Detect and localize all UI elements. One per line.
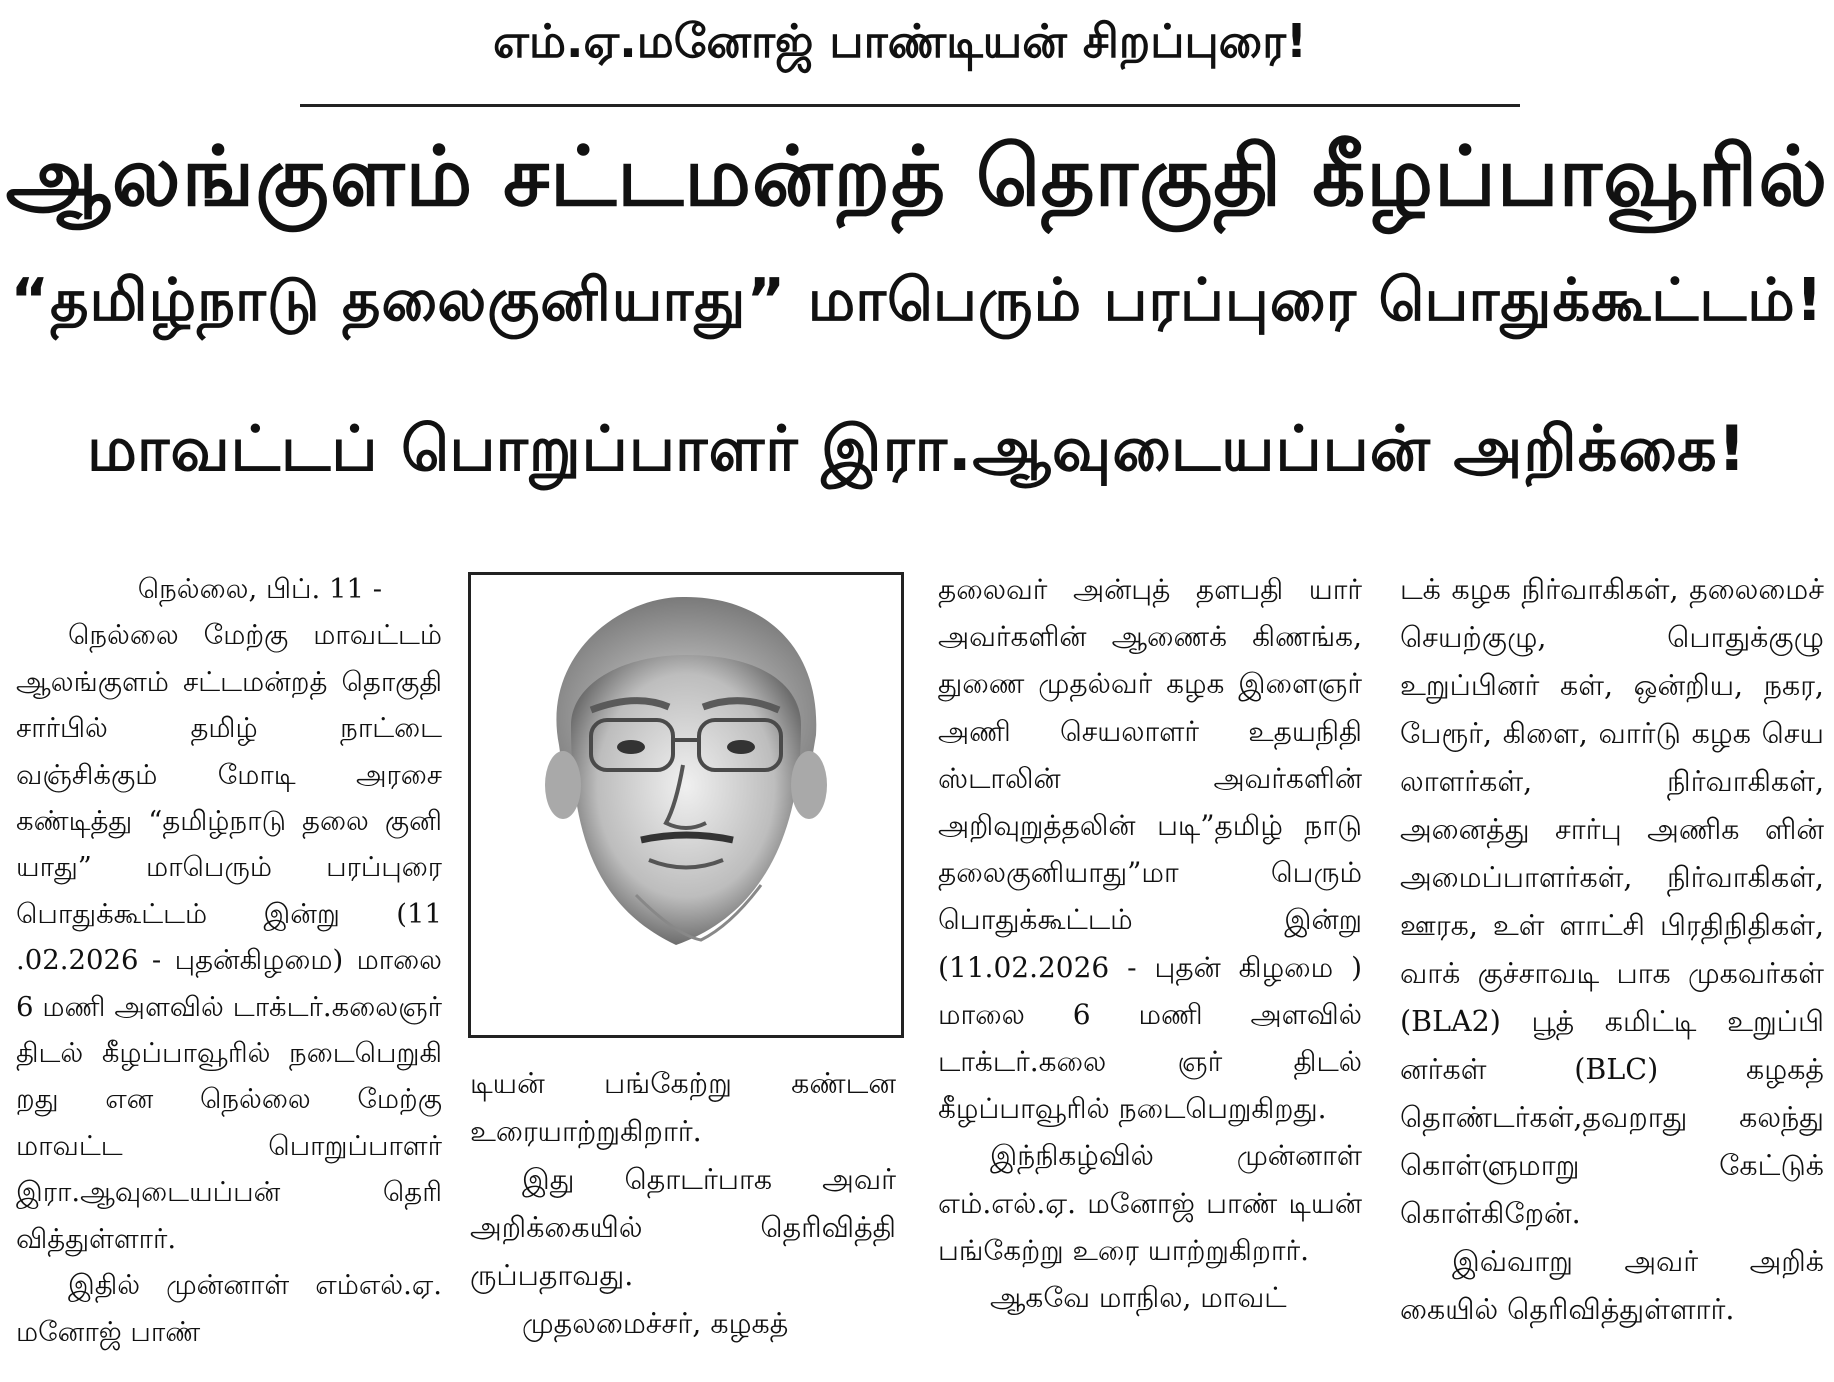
dateline: நெல்லை, பிப். 11 - bbox=[137, 573, 382, 605]
portrait-photo bbox=[468, 572, 904, 1038]
article-paragraph: இது தொடர்பாக அவர் அறிக்கையில் தெரிவித்தி ருப்பதாவது. bbox=[470, 1163, 896, 1292]
article-paragraph: முதலமைச்சர், கழகத் bbox=[522, 1307, 789, 1340]
article-paragraph: தலைவர் அன்புத் தளபதி யார் அவர்களின் ஆணைக் கிணங்க, துணை முதல்வர் கழக இளைஞர் அணி செயலாளர் உதயநிதி ஸ்டாலின் அவர்களின் அறிவுறுத்தலின் படி”தமிழ் நாடு தலைகுனியாது”மா பெரும் பொதுக்கூட்டம் இன்று (11.02.2026 - புதன் கிழமை ) மாலை 6 மணி அளவில் டாக்டர்.கலை ஞர் திடல் கீழப்பாவூரில் நடைபெறுகிறது. bbox=[938, 573, 1362, 1126]
article-paragraph: இவ்வாறு அவர் அறிக் கையில் தெரிவித்துள்ளார். bbox=[1400, 1245, 1824, 1326]
article-paragraph: இந்நிகழ்வில் முன்னாள் எம்.எல்.ஏ. மனோஜ் பாண் டியன் பங்கேற்று உரை யாற்றுகிறார். bbox=[938, 1139, 1362, 1267]
article-column-4 bbox=[1400, 566, 1824, 1334]
person-portrait-image bbox=[471, 575, 901, 1035]
article-column-3 bbox=[938, 566, 1362, 1321]
article-column-2 bbox=[470, 1060, 896, 1348]
article-paragraph: டியன் பங்கேற்று கண்டன உரையாற்றுகிறார். bbox=[470, 1067, 896, 1148]
article-paragraph: இதில் முன்னாள் எம்எல்.ஏ. மனோஜ் பாண் bbox=[16, 1269, 442, 1348]
headline-line-1: ஆலங்குளம் சட்டமன்றத் தொகுதி கீழப்பாவூரில் bbox=[5, 128, 1829, 225]
headline-line-3: மாவட்டப் பொறுப்பாளர் இரா.ஆவுடையப்பன் அறிக்கை! bbox=[87, 412, 1747, 485]
kicker-rule bbox=[300, 104, 1520, 107]
article-column-1 bbox=[16, 566, 442, 1355]
article-paragraph: ஆகவே மாநில, மாவட் bbox=[990, 1281, 1287, 1315]
article-paragraph: நெல்லை மேற்கு மாவட்டம் ஆலங்குளம் சட்டமன்றத் தொகுதி சார்பில் தமிழ் நாட்டை வஞ்சிக்கும் மோடி அரசை கண்டித்து “தமிழ்நாடு தலை குனி யாது” மாபெரும் பரப்புரை பொதுக்கூட்டம் இன்று (11 .02.2026 - புதன்கிழமை) மாலை 6 மணி அளவில் டாக்டர்.கலைஞர் திடல் கீழப்பாவூரில் நடைபெறுகி றது என நெல்லை மேற்கு மாவட்ட பொறுப்பாளர் இரா.ஆவுடையப்பன் தெரி வித்துள்ளார். bbox=[16, 619, 442, 1255]
headline-line-2: “தமிழ்நாடு தலைகுனியாது” மாபெரும் பரப்புரை பொதுக்கூட்டம்! bbox=[10, 265, 1824, 334]
article-paragraph: டக் கழக நிர்வாகிகள், தலைமைச் செயற்குழு, பொதுக்குழு உறுப்பினர் கள், ஒன்றிய, நகர, பேரூர், கிளை, வார்டு கழக செய லாளர்கள், நிர்வாகிகள், அனைத்து சார்பு அணிக ளின் அமைப்பாளர்கள், நிர்வாகிகள், ஊரக, உள் ளாட்சி பிரதிநிதிகள், வாக் குச்சாவடி பாக முகவர்கள் (BLA2) பூத் கமிட்டி உறுப்பி னர்கள் (BLC) கழகத் தொண்டர்கள்,தவறாது கலந்து கொள்ளுமாறு கேட்டுக் கொள்கிறேன். bbox=[1400, 573, 1824, 1230]
kicker-headline: எம்.ஏ.மனோஜ் பாண்டியன் சிறப்புரை! bbox=[493, 14, 1307, 68]
